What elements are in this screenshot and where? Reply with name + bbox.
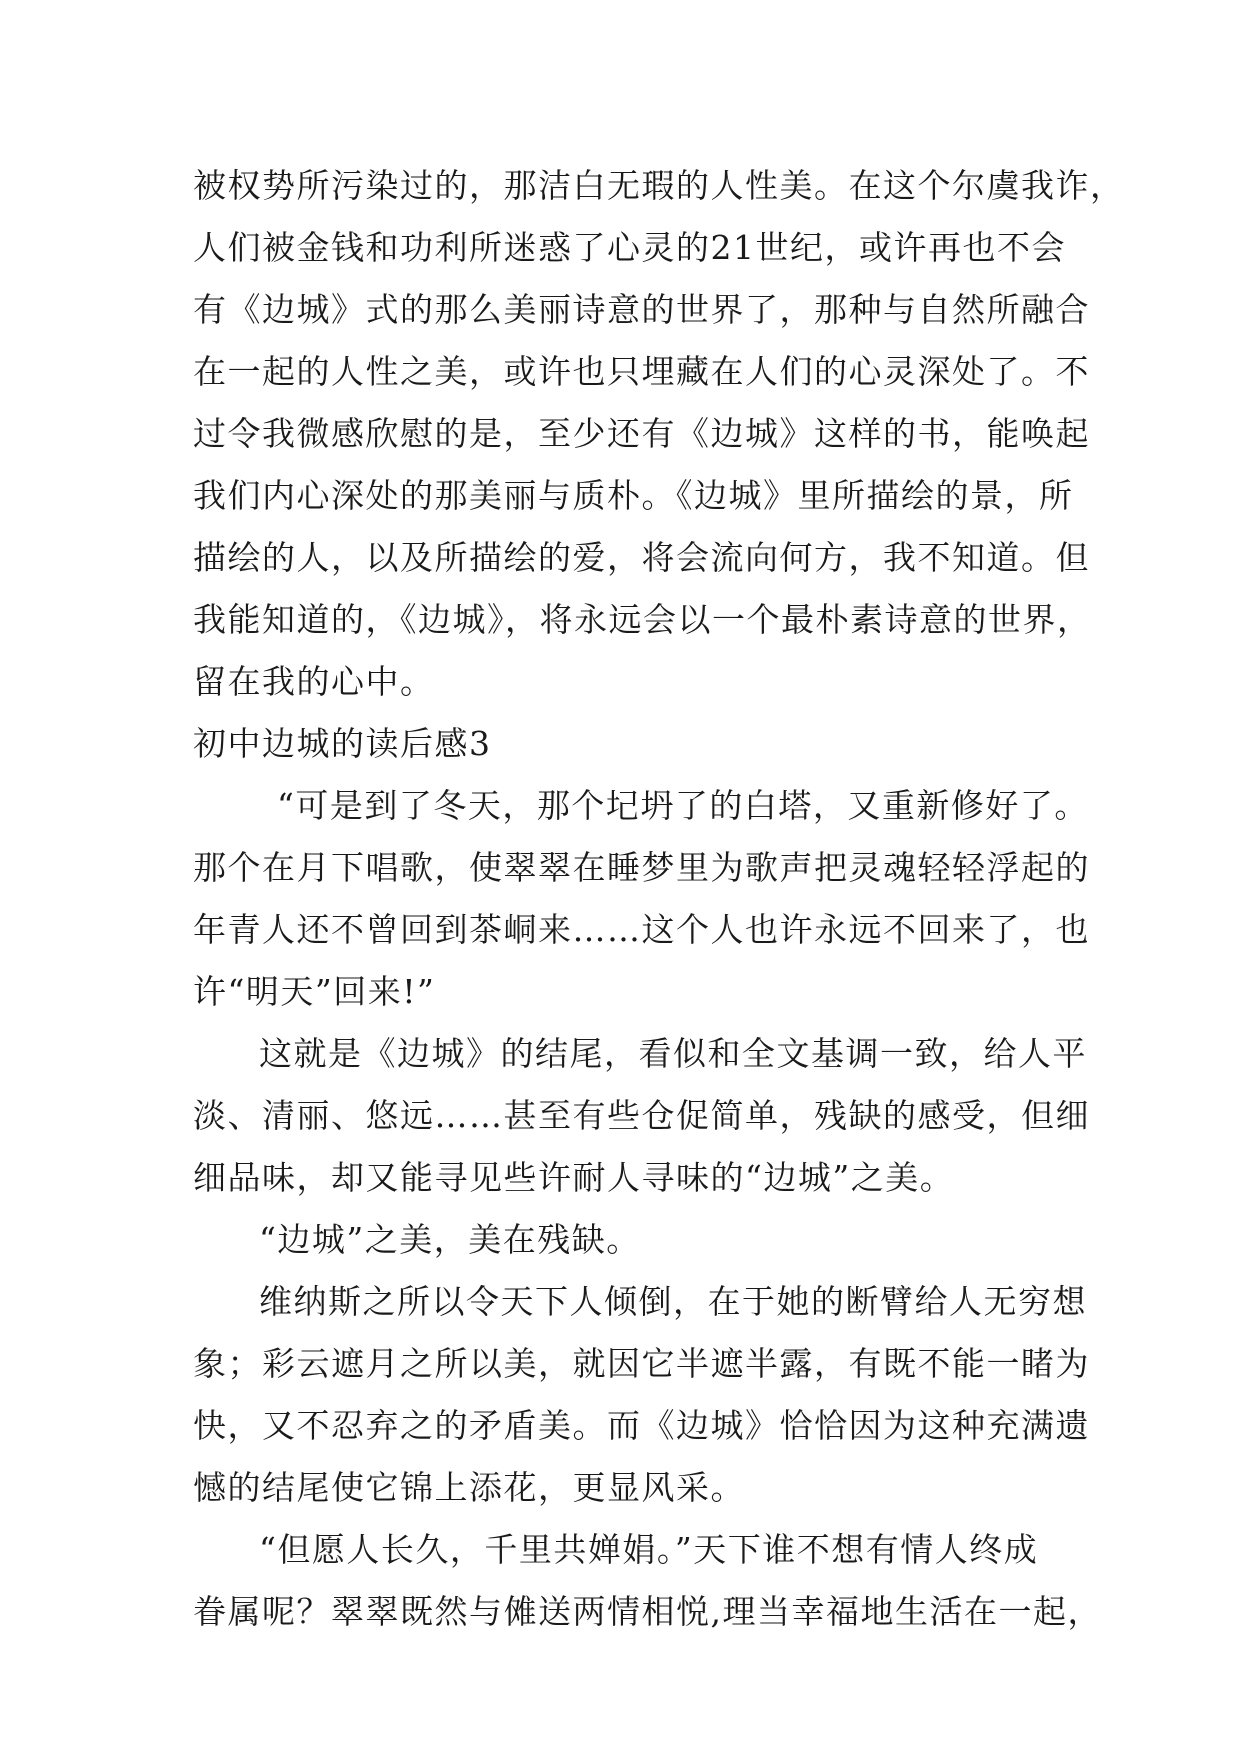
text-line: 细品味，却又能寻见些许耐人寻味的“边城”之美。 — [193, 1158, 955, 1197]
document-body — [193, 155, 1125, 1643]
text-line: 我能知道的，《边城》，将永远会以一个最朴素诗意的世界， — [193, 600, 1092, 639]
text-line: “可是到了冬天，那个圮坍了的白塔，又重新修好了。 — [277, 786, 1089, 825]
text-line: “边城”之美，美在残缺。 — [259, 1220, 641, 1259]
text-line: 那个在月下唱歌，使翠翠在睡梦里为歌声把灵魂轻轻浮起的 — [193, 848, 1090, 887]
text-line: 我们内心深处的那美丽与质朴。《边城》里所描绘的景，所 — [193, 476, 1074, 515]
text-line: 被权势所污染过的，那洁白无瑕的人性美。在这个尔虞我诈， — [193, 166, 1125, 205]
text-line: 眷属呢？翠翠既然与傩送两情相悦,理当幸福地生活在一起， — [193, 1592, 1102, 1631]
text-line: 淡、清丽、悠远……甚至有些仓促简单，残缺的感受，但细 — [193, 1096, 1090, 1135]
text-line: 在一起的人性之美，或许也只埋藏在人们的心灵深处了。不 — [193, 352, 1090, 391]
text-line: 象；彩云遮月之所以美，就因它半遮半露，有既不能一睹为 — [193, 1344, 1090, 1383]
text-line: 年青人还不曾回到茶峒来……这个人也许永远不回来了，也 — [193, 910, 1090, 949]
text-line: 留在我的心中。 — [193, 662, 435, 701]
text-line: 人们被金钱和功利所迷惑了心灵的21世纪，或许再也不会 — [193, 228, 1066, 267]
section-heading: 初中边城的读后感3 — [193, 724, 492, 763]
text-line: 维纳斯之所以令天下人倾倒，在于她的断臂给人无穷想 — [259, 1282, 1087, 1321]
text-line: 快，又不忍弃之的矛盾美。而《边城》恰恰因为这种充满遗 — [193, 1406, 1090, 1445]
text-line: 憾的结尾使它锦上添花，更显风采。 — [193, 1468, 745, 1507]
text-line: 许“明天”回来!” — [193, 972, 436, 1011]
text-line: 这就是《边城》的结尾，看似和全文基调一致，给人平 — [259, 1034, 1087, 1073]
text-line: 描绘的人，以及所描绘的爱，将会流向何方，我不知道。但 — [193, 538, 1090, 577]
text-line: “但愿人长久，千里共婵娟。”天下谁不想有情人终成 — [259, 1530, 1039, 1569]
text-line: 过令我微感欣慰的是，至少还有《边城》这样的书，能唤起 — [193, 414, 1090, 453]
text-line: 有《边城》式的那么美丽诗意的世界了，那种与自然所融合 — [193, 290, 1090, 329]
